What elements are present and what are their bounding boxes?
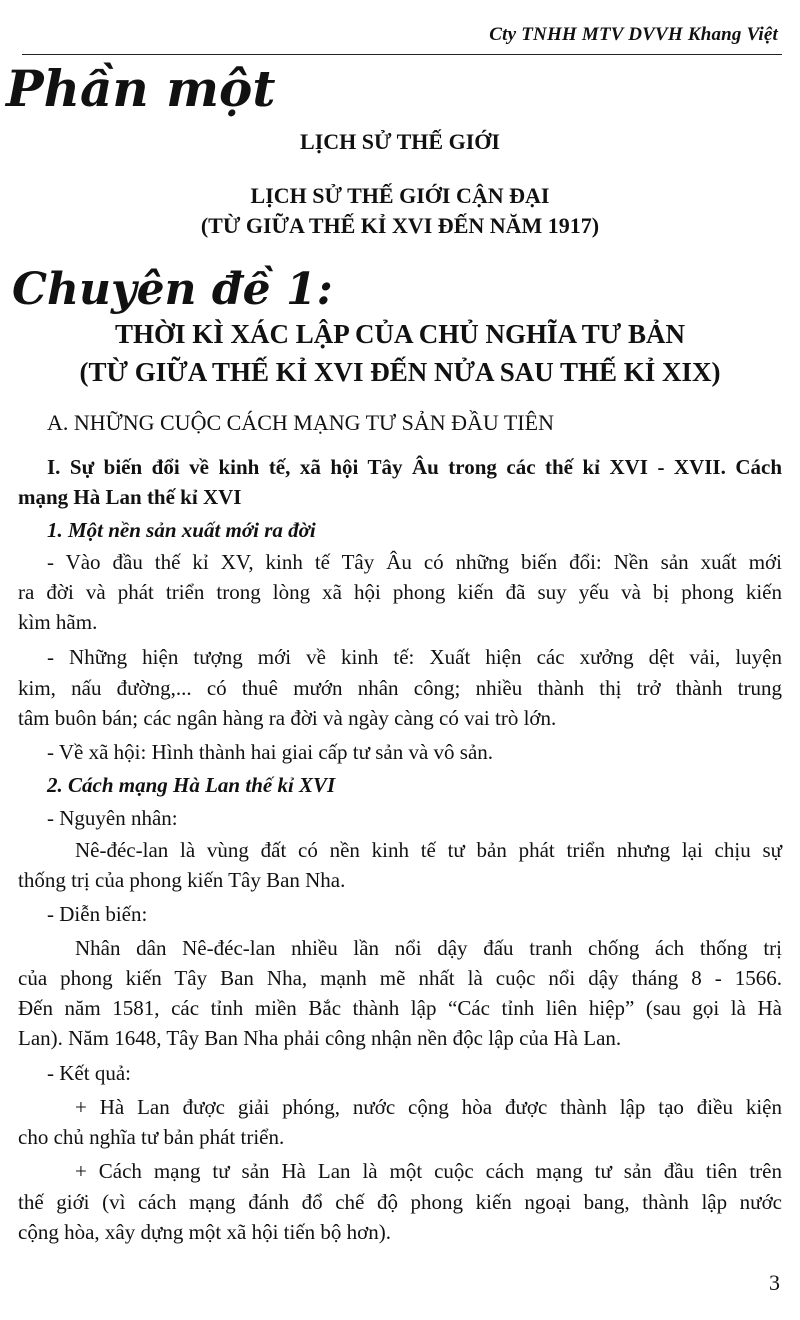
paragraph-line: kìm hãm. <box>18 610 98 634</box>
paragraph-line: - Về xã hội: Hình thành hai giai cấp tư sản và vô sản. <box>47 740 494 764</box>
paragraph-line: + Cách mạng tư sản Hà Lan là một cuộc cách mạng tư sản đầu tiên trên <box>75 1159 782 1183</box>
page-number: 3 <box>769 1270 780 1295</box>
section-i-heading-line1: I. Sự biến đổi về kinh tế, xã hội Tây Âu trong các thế kỉ XVI - XVII. Cách <box>47 455 782 479</box>
paragraph-line: Nê-đéc-lan là vùng đất có nền kinh tế tư bản phát triển nhưng lại chịu sự <box>75 838 782 862</box>
section-a-heading: A. NHỮNG CUỘC CÁCH MẠNG TƯ SẢN ĐẦU TIÊN <box>47 410 554 435</box>
period-heading-line1: LỊCH SỬ THẾ GIỚI CẬN ĐẠI <box>250 183 550 208</box>
chapter-title-line1: THỜI KÌ XÁC LẬP CỦA CHỦ NGHĨA TƯ BẢN <box>114 319 686 349</box>
paragraph-line: ra đời và phát triển trong lòng xã hội phong kiến đã suy yếu và bị phong kiến <box>18 580 782 604</box>
subsection-2-heading: 2. Cách mạng Hà Lan thế kỉ XVI <box>47 773 336 797</box>
paragraph-line: Nhân dân Nê-đéc-lan nhiều lần nổi dậy đấu tranh chống ách thống trị <box>75 936 782 960</box>
paragraph-line: kim, nấu đường,... có thuê mướn nhân công; nhiều thành thị trở thành trung <box>18 676 782 700</box>
subject-heading: LỊCH SỬ THẾ GIỚI <box>300 129 500 154</box>
header-rule <box>22 54 782 55</box>
paragraph-line: cho chủ nghĩa tư bản phát triển. <box>18 1125 285 1149</box>
list-label-cause: - Nguyên nhân: <box>47 806 178 830</box>
paragraph-line: cộng hòa, xây dựng một xã hội tiến bộ hơn). <box>18 1220 392 1244</box>
section-i-heading-line2: mạng Hà Lan thế kỉ XVI <box>18 485 242 509</box>
paragraph-line: thế giới (vì cách mạng đánh đổ chế độ phong kiến ngoại bang, thành lập nước <box>18 1190 782 1214</box>
part-title: Phần một <box>6 59 276 118</box>
paragraph-line: Lan). Năm 1648, Tây Ban Nha phải công nhận nền độc lập của Hà Lan. <box>18 1026 622 1050</box>
paragraph-line: thống trị của phong kiến Tây Ban Nha. <box>18 868 346 892</box>
list-label-events: - Diễn biến: <box>47 902 148 926</box>
paragraph-line: Đến năm 1581, các tỉnh miền Bắc thành lập “Các tỉnh liên hiệp” (sau gọi là Hà <box>18 996 782 1020</box>
chapter-title-line2: (TỪ GIỮA THẾ KỈ XVI ĐẾN NỬA SAU THẾ KỈ XIX) <box>79 357 721 387</box>
subsection-1-heading: 1. Một nền sản xuất mới ra đời <box>47 518 316 542</box>
paragraph-line: - Vào đầu thế kỉ XV, kinh tế Tây Âu có những biến đổi: Nền sản xuất mới <box>47 550 782 574</box>
paragraph-line: - Những hiện tượng mới về kinh tế: Xuất hiện các xưởng dệt vải, luyện <box>47 645 782 669</box>
paragraph-line: + Hà Lan được giải phóng, nước cộng hòa được thành lập tạo điều kiện <box>75 1095 782 1119</box>
paragraph-line: tâm buôn bán; các ngân hàng ra đời và ngày càng có vai trò lớn. <box>18 706 557 730</box>
chapter-label: Chuyên đề 1: <box>12 264 333 315</box>
paragraph-line: của phong kiến Tây Ban Nha, mạnh mẽ nhất là cuộc nổi dậy tháng 8 - 1566. <box>18 966 782 990</box>
list-label-result: - Kết quả: <box>47 1061 131 1085</box>
period-heading-line2: (TỪ GIỮA THẾ KỈ XVI ĐẾN NĂM 1917) <box>200 213 600 238</box>
running-header: Cty TNHH MTV DVVH Khang Việt <box>489 24 778 45</box>
